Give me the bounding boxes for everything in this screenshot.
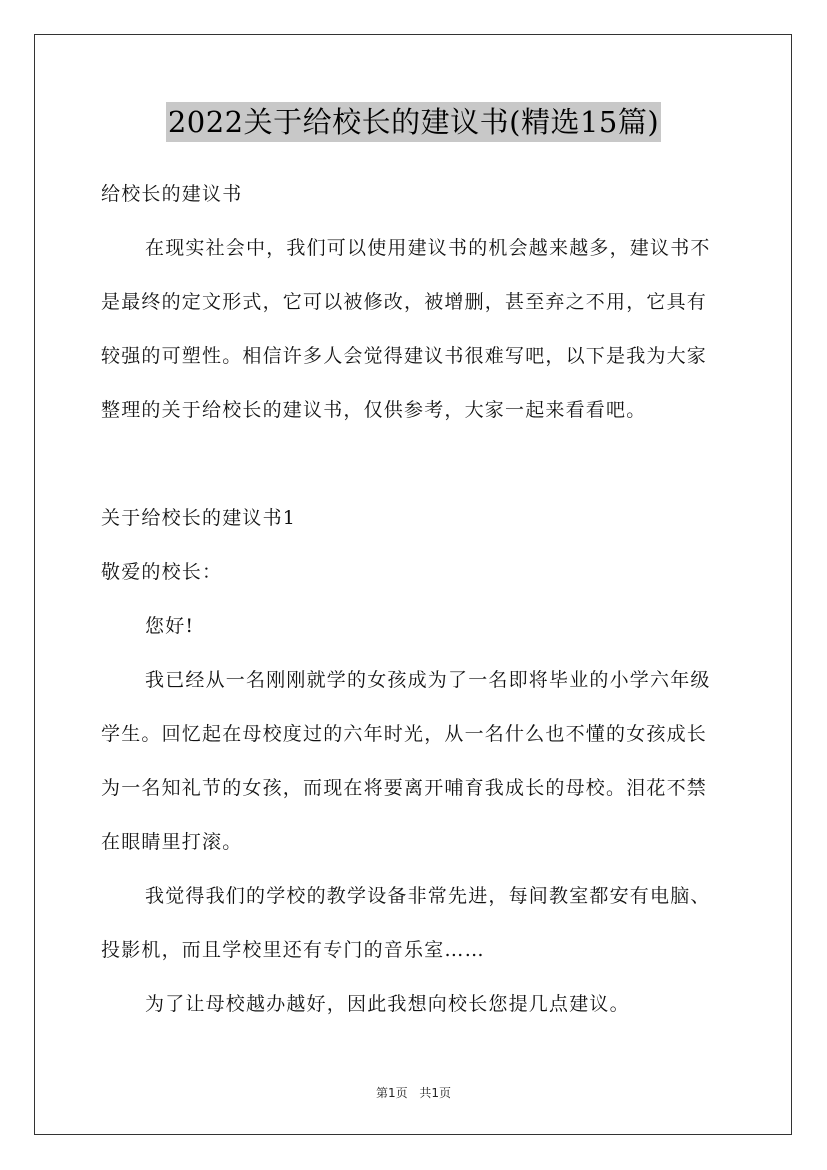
para2-line-2: 投影机，而且学校里还有专门的音乐室…… xyxy=(101,939,485,961)
title-container xyxy=(0,102,827,142)
page-total: 共1页 xyxy=(419,1086,452,1100)
para1-line-1: 我已经从一名刚刚就学的女孩成为了一名即将毕业的小学六年级 xyxy=(145,669,711,691)
page-number: 第1页 xyxy=(375,1086,408,1100)
para1-line-4: 在眼睛里打滚。 xyxy=(101,831,243,853)
section-heading: 关于给校长的建议书1 xyxy=(101,507,297,529)
page-footer xyxy=(0,1084,827,1101)
intro-line-3: 较强的可塑性。相信许多人会觉得建议书很难写吧，以下是我为大家 xyxy=(101,345,708,367)
greeting: 您好! xyxy=(145,615,195,637)
para1-line-3: 为一名知礼节的女孩，而现在将要离开哺育我成长的母校。泪花不禁 xyxy=(101,777,708,799)
document-title: 2022关于给校长的建议书(精选15篇) xyxy=(166,102,661,142)
intro-line-1: 在现实社会中，我们可以使用建议书的机会越来越多，建议书不 xyxy=(145,237,711,259)
salutation: 敬爱的校长： xyxy=(101,561,223,583)
para1-line-2: 学生。回忆起在母校度过的六年时光，从一名什么也不懂的女孩成长 xyxy=(101,723,708,745)
intro-line-2: 是最终的定文形式，它可以被修改，被增删，甚至弃之不用，它具有 xyxy=(101,291,708,313)
para2-line-1: 我觉得我们的学校的教学设备非常先进，每间教室都安有电脑、 xyxy=(145,885,711,907)
intro-heading: 给校长的建议书 xyxy=(101,183,243,205)
para3-line-1: 为了让母校越办越好，因此我想向校长您提几点建议。 xyxy=(145,993,630,1015)
intro-line-4: 整理的关于给校长的建议书，仅供参考，大家一起来看看吧。 xyxy=(101,399,647,421)
